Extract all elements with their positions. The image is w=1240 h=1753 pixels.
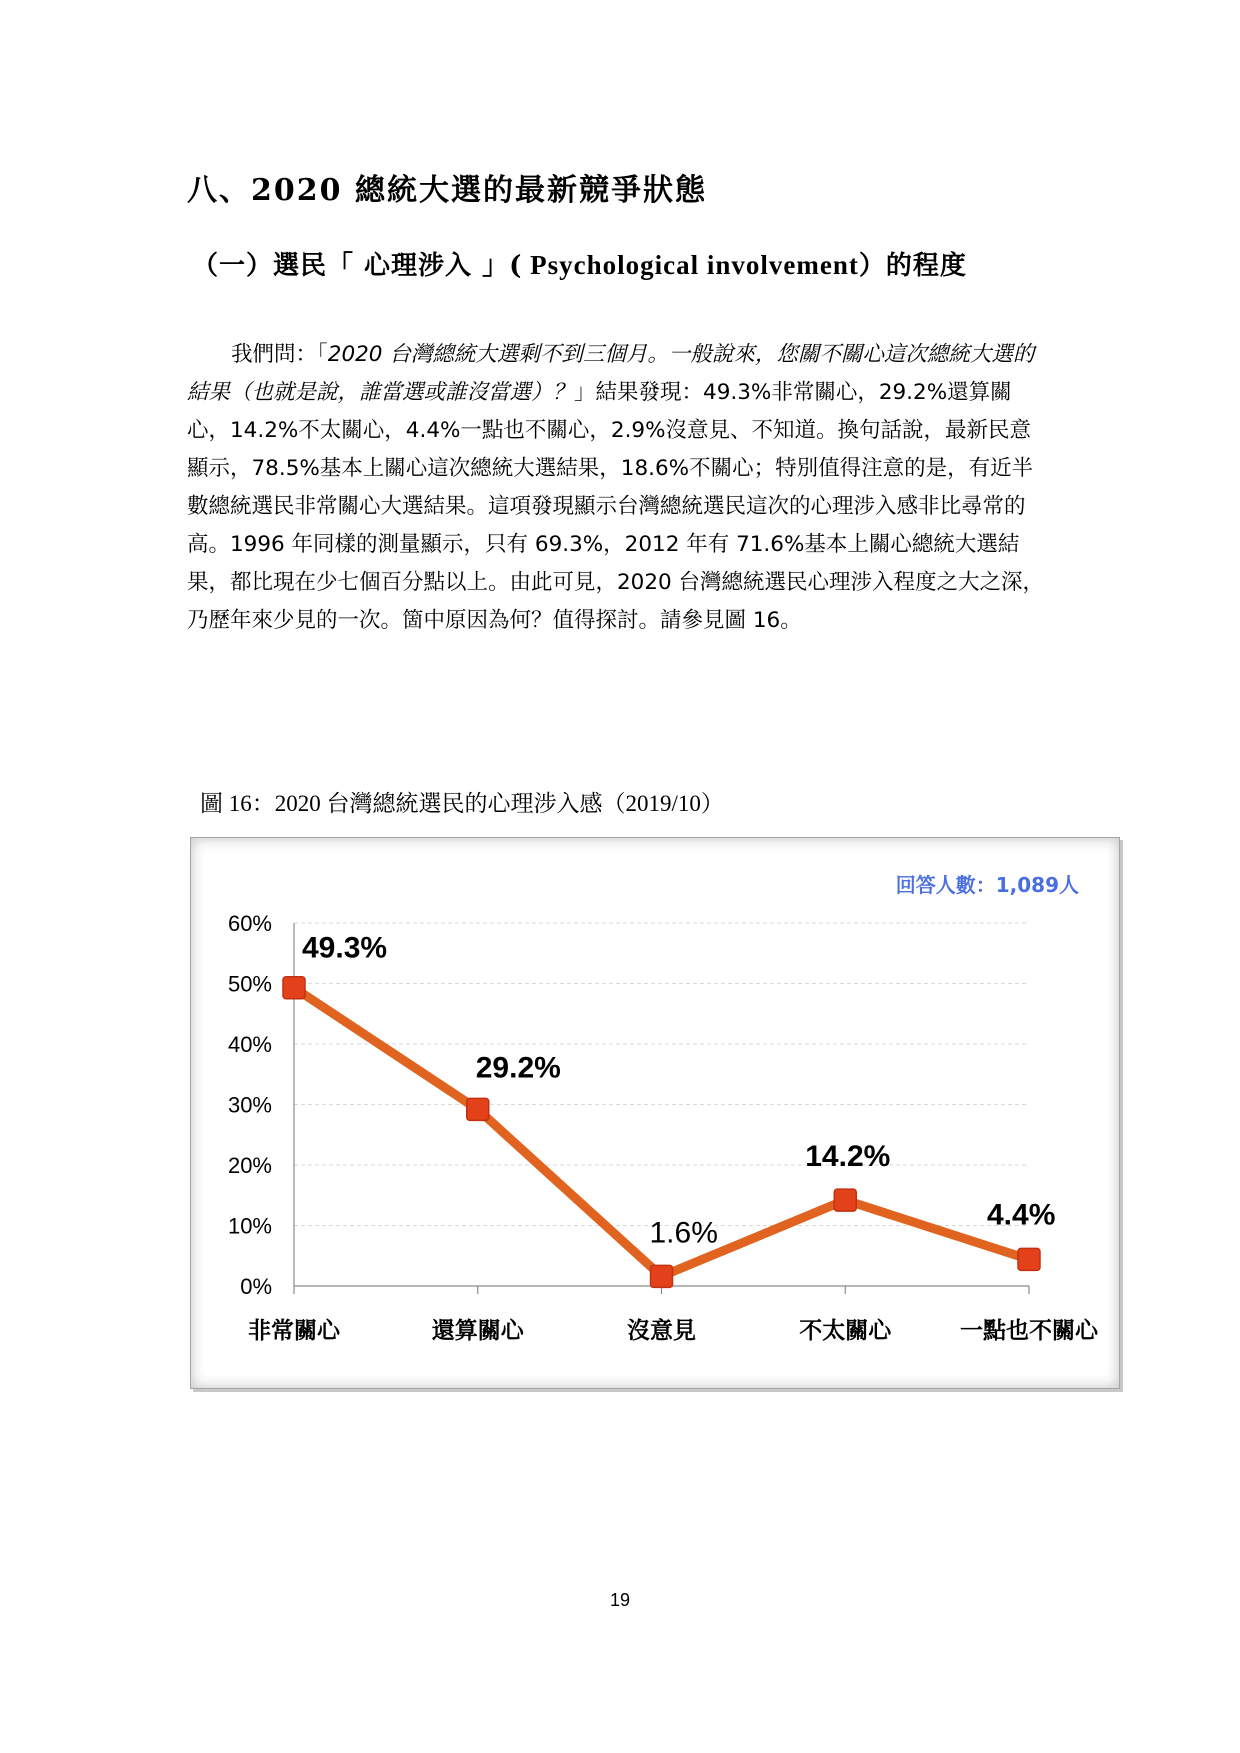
y-tick-label: 10% [227,1213,272,1239]
data-point-marker [651,1265,673,1287]
y-tick-label: 40% [227,1032,272,1057]
x-category-label: 沒意見 [627,1318,696,1344]
data-label: 29.2% [475,1051,561,1085]
data-point-marker [467,1098,489,1120]
x-category-label: 不太關心 [799,1318,892,1344]
data-label: 14.2% [805,1140,891,1174]
data-label: 1.6% [649,1216,718,1250]
subsection-heading [192,245,967,282]
y-tick-label: 0% [240,1274,272,1299]
y-tick-label: 60% [227,911,272,936]
x-category-label: 一點也不關心 [960,1318,1098,1344]
data-point-marker [283,977,305,999]
chart-frame [190,837,1120,1389]
page-number: 19 [609,1590,631,1610]
x-category-label: 還算關心 [431,1318,524,1344]
paragraph-body: 」結果發現：49.3%非常關心，29.2%還算關心，14.2%不太關心，4.4%一點也不關心，2.9%沒意見、不知道。換句話說，最新民意顯示，78.5%基本上關心這次總統大選結果，18.6%不關心；特別值得注意的是，有近半數總統選民非常關心大選結果。這項發現顯示台灣總統選民這次的心理涉入感非比尋常的高。1996 年同樣的測量顯示，只有 69.3%，2012 年有 71.6%基本上關心總統大選結果，都比現在少七個百分點以上。由此可見，2020 台灣總統選民心理涉入程度之大之深，乃歷年來少見的一次。箇中原因為何？值得探討。請參見圖 16。 [187,380,1045,633]
data-point-marker [1018,1248,1040,1270]
subheading-prefix: （一）選民「 心理涉入 」( [192,251,523,281]
subheading-latin: Psychological involvement [522,250,859,280]
paragraph-lead: 我們問：「 [231,342,328,367]
y-tick-label: 30% [227,1092,272,1118]
body-paragraph [187,336,1047,640]
data-point-marker [834,1189,856,1211]
respondent-count-note: 回答人數：1,089人 [895,873,1079,897]
survey-question-quote: 2020 台灣總統大選剩不到三個月。一般說來，您關不關心這次總統大選的結果（也就是說，誰當選或誰沒當選）？ [187,342,1035,405]
line-chart [191,838,1121,1390]
x-category-label: 非常關心 [248,1318,340,1344]
subheading-suffix: ）的程度 [858,251,967,281]
section-heading: 八、2020 總統大選的最新競爭狀態 [187,173,707,208]
data-label: 49.3% [302,931,388,965]
data-label: 4.4% [987,1198,1056,1232]
y-tick-label: 20% [227,1153,272,1178]
figure-title: 圖 16：2020 台灣總統選民的心理涉入感（2019/10） [200,791,724,816]
y-tick-label: 50% [227,971,272,997]
